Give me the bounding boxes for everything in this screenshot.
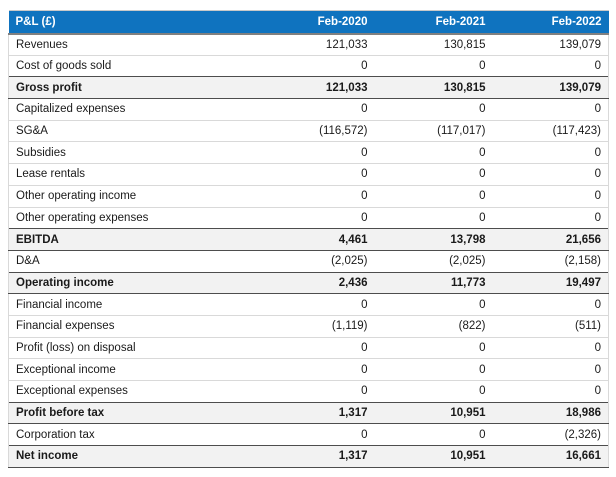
value-cell: 0 [375, 185, 493, 207]
value-cell: 0 [493, 99, 609, 121]
table-row [9, 55, 609, 77]
value-cell: 0 [375, 337, 493, 359]
value-cell: 1,317 [253, 446, 375, 468]
row-label: Corporation tax [9, 424, 253, 446]
value-cell: 4,461 [253, 229, 375, 251]
subtotal-row [9, 446, 609, 468]
value-cell: 0 [493, 294, 609, 316]
table-row [9, 34, 609, 56]
value-cell: 21,656 [493, 229, 609, 251]
value-cell: 130,815 [375, 77, 493, 99]
row-label: Operating income [9, 272, 253, 294]
value-cell: 0 [253, 424, 375, 446]
value-cell: 0 [493, 359, 609, 381]
row-label: Lease rentals [9, 164, 253, 186]
table-title: P&L (£) [9, 11, 253, 34]
value-cell: 0 [253, 185, 375, 207]
value-cell: (117,423) [493, 120, 609, 142]
value-cell: (822) [375, 315, 493, 337]
value-cell: 0 [253, 99, 375, 121]
table-row [9, 315, 609, 337]
header-row [9, 11, 609, 34]
pnl-table [8, 10, 609, 468]
value-cell: 0 [375, 424, 493, 446]
value-cell: (2,158) [493, 250, 609, 272]
value-cell: 10,951 [375, 446, 493, 468]
table-row [9, 99, 609, 121]
table-row [9, 120, 609, 142]
value-cell: 0 [253, 142, 375, 164]
value-cell: 18,986 [493, 402, 609, 424]
value-cell: (2,025) [375, 250, 493, 272]
table-body [9, 34, 609, 468]
value-cell: 0 [375, 294, 493, 316]
row-label: Financial expenses [9, 315, 253, 337]
subtotal-row [9, 229, 609, 251]
row-label: Cost of goods sold [9, 55, 253, 77]
table-row [9, 250, 609, 272]
value-cell: (2,025) [253, 250, 375, 272]
value-cell: 0 [253, 55, 375, 77]
value-cell: 10,951 [375, 402, 493, 424]
value-cell: 0 [493, 207, 609, 229]
value-cell: 0 [253, 381, 375, 403]
row-label: SG&A [9, 120, 253, 142]
column-header-feb-2020: Feb-2020 [253, 11, 375, 34]
table-row [9, 185, 609, 207]
column-header-feb-2021: Feb-2021 [375, 11, 493, 34]
value-cell: (511) [493, 315, 609, 337]
value-cell: (116,572) [253, 120, 375, 142]
value-cell: 11,773 [375, 272, 493, 294]
row-label: Gross profit [9, 77, 253, 99]
table-row [9, 142, 609, 164]
value-cell: 0 [493, 337, 609, 359]
row-label: Other operating income [9, 185, 253, 207]
value-cell: 0 [375, 55, 493, 77]
row-label: Exceptional expenses [9, 381, 253, 403]
row-label: Profit (loss) on disposal [9, 337, 253, 359]
value-cell: 0 [253, 359, 375, 381]
value-cell: 0 [493, 164, 609, 186]
value-cell: 0 [253, 294, 375, 316]
table-row [9, 294, 609, 316]
value-cell: 0 [493, 185, 609, 207]
value-cell: 0 [375, 142, 493, 164]
value-cell: (117,017) [375, 120, 493, 142]
row-label: D&A [9, 250, 253, 272]
value-cell: 139,079 [493, 77, 609, 99]
row-label: Subsidies [9, 142, 253, 164]
row-label: Revenues [9, 34, 253, 56]
value-cell: 2,436 [253, 272, 375, 294]
value-cell: (1,119) [253, 315, 375, 337]
value-cell: (2,326) [493, 424, 609, 446]
table-row [9, 381, 609, 403]
value-cell: 0 [493, 381, 609, 403]
value-cell: 0 [375, 381, 493, 403]
table-row [9, 424, 609, 446]
subtotal-row [9, 77, 609, 99]
table-row [9, 164, 609, 186]
column-header-feb-2022: Feb-2022 [493, 11, 609, 34]
row-label: Capitalized expenses [9, 99, 253, 121]
value-cell: 0 [375, 359, 493, 381]
value-cell: 0 [375, 164, 493, 186]
value-cell: 130,815 [375, 34, 493, 56]
subtotal-row [9, 272, 609, 294]
value-cell: 19,497 [493, 272, 609, 294]
row-label: Financial income [9, 294, 253, 316]
value-cell: 0 [253, 337, 375, 359]
value-cell: 16,661 [493, 446, 609, 468]
row-label: Profit before tax [9, 402, 253, 424]
row-label: Net income [9, 446, 253, 468]
value-cell: 13,798 [375, 229, 493, 251]
value-cell: 0 [253, 164, 375, 186]
value-cell: 0 [375, 99, 493, 121]
row-label: Exceptional income [9, 359, 253, 381]
row-label: EBITDA [9, 229, 253, 251]
value-cell: 0 [493, 55, 609, 77]
value-cell: 1,317 [253, 402, 375, 424]
value-cell: 0 [375, 207, 493, 229]
subtotal-row [9, 402, 609, 424]
value-cell: 139,079 [493, 34, 609, 56]
value-cell: 121,033 [253, 77, 375, 99]
row-label: Other operating expenses [9, 207, 253, 229]
value-cell: 0 [493, 142, 609, 164]
value-cell: 121,033 [253, 34, 375, 56]
value-cell: 0 [253, 207, 375, 229]
table-row [9, 337, 609, 359]
table-row [9, 359, 609, 381]
table-row [9, 207, 609, 229]
